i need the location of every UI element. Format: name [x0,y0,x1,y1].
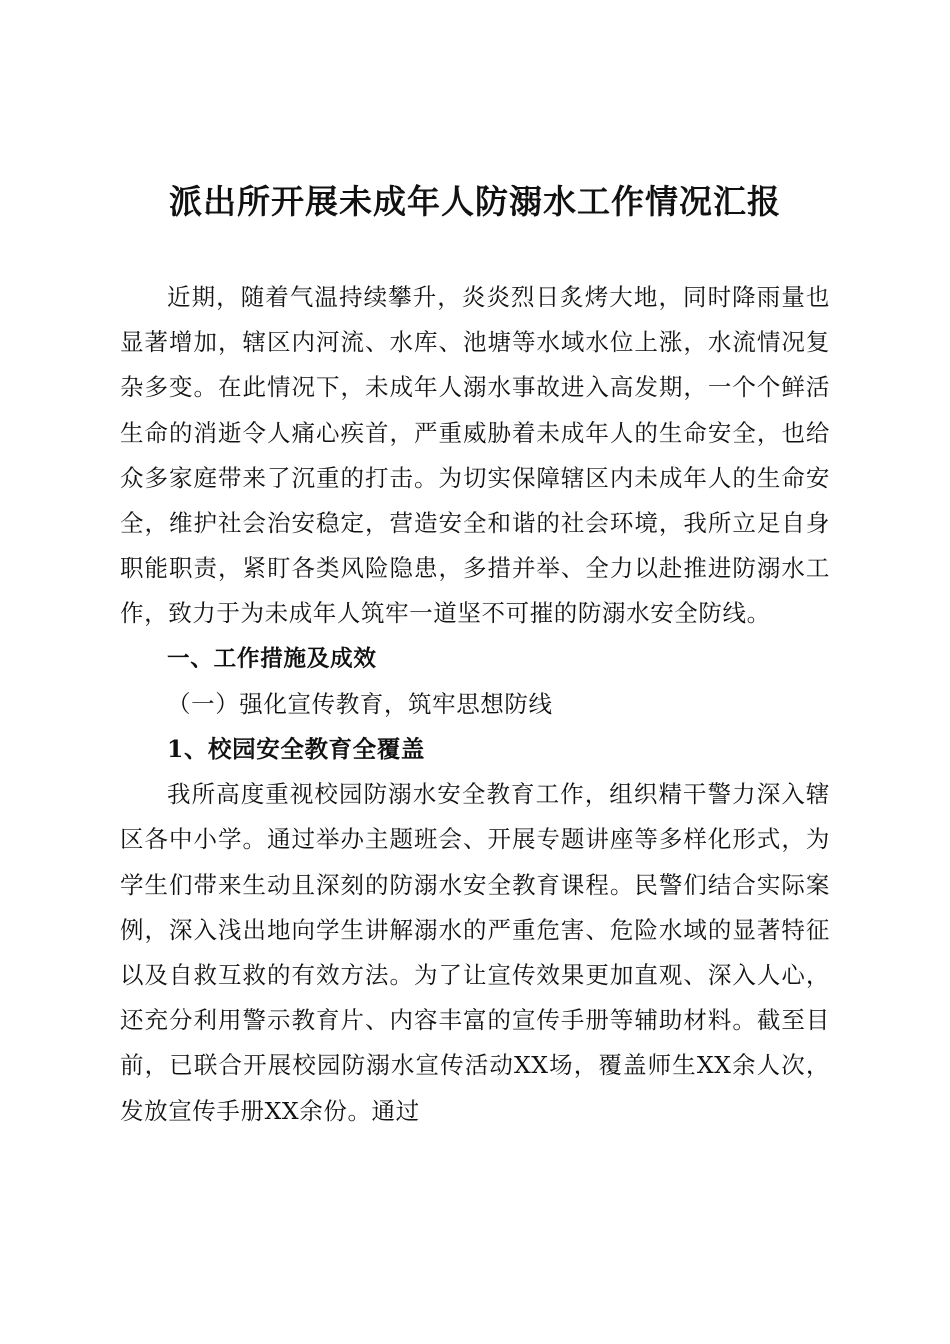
subsection-heading: （一）强化宣传教育，筑牢思想防线 [167,689,553,718]
section-heading: 一、工作措施及成效 [167,645,377,672]
item-heading: 1、校园安全教育全覆盖 [167,735,425,764]
document-title: 派出所开展未成年人防溺水工作情况汇报 [169,182,781,221]
item-paragraph: 我所高度重视校园防溺水安全教育工作，组织精干警力深入辖区各中小学。通过举办主题班会、开展专题讲座等多样化形式，为学生们带来生动且深刻的防溺水安全教育课程。民警们结合实际案例，深入浅出地向学生讲解溺水的严重危害、危险水域的显著特征以及自救互救的有效方法。为了让宣传效果更加直观、深入人心，还充分利用警示教育片、内容丰富的宣传手册等辅助材料。截至目前，已联合开展校园防溺水宣传活动XX场，覆盖师生XX余人次，发放宣传手册XX余份。通过 [120,780,830,1125]
document-body [120,275,830,1134]
intro-paragraph: 近期，随着气温持续攀升，炎炎烈日炙烤大地，同时降雨量也显著增加，辖区内河流、水库、池塘等水域水位上涨，水流情况复杂多变。在此情况下，未成年人溺水事故进入高发期，一个个鲜活生命的消逝令人痛心疾首，严重威胁着未成年人的生命安全，也给众多家庭带来了沉重的打击。为切实保障辖区内未成年人的生命安全，维护社会治安稳定，营造安全和谐的社会环境，我所立足自身职能职责，紧盯各类风险隐患，多措并举、全力以赴推进防溺水工作，致力于为未成年人筑牢一道坚不可摧的防溺水安全防线。 [120,283,830,628]
